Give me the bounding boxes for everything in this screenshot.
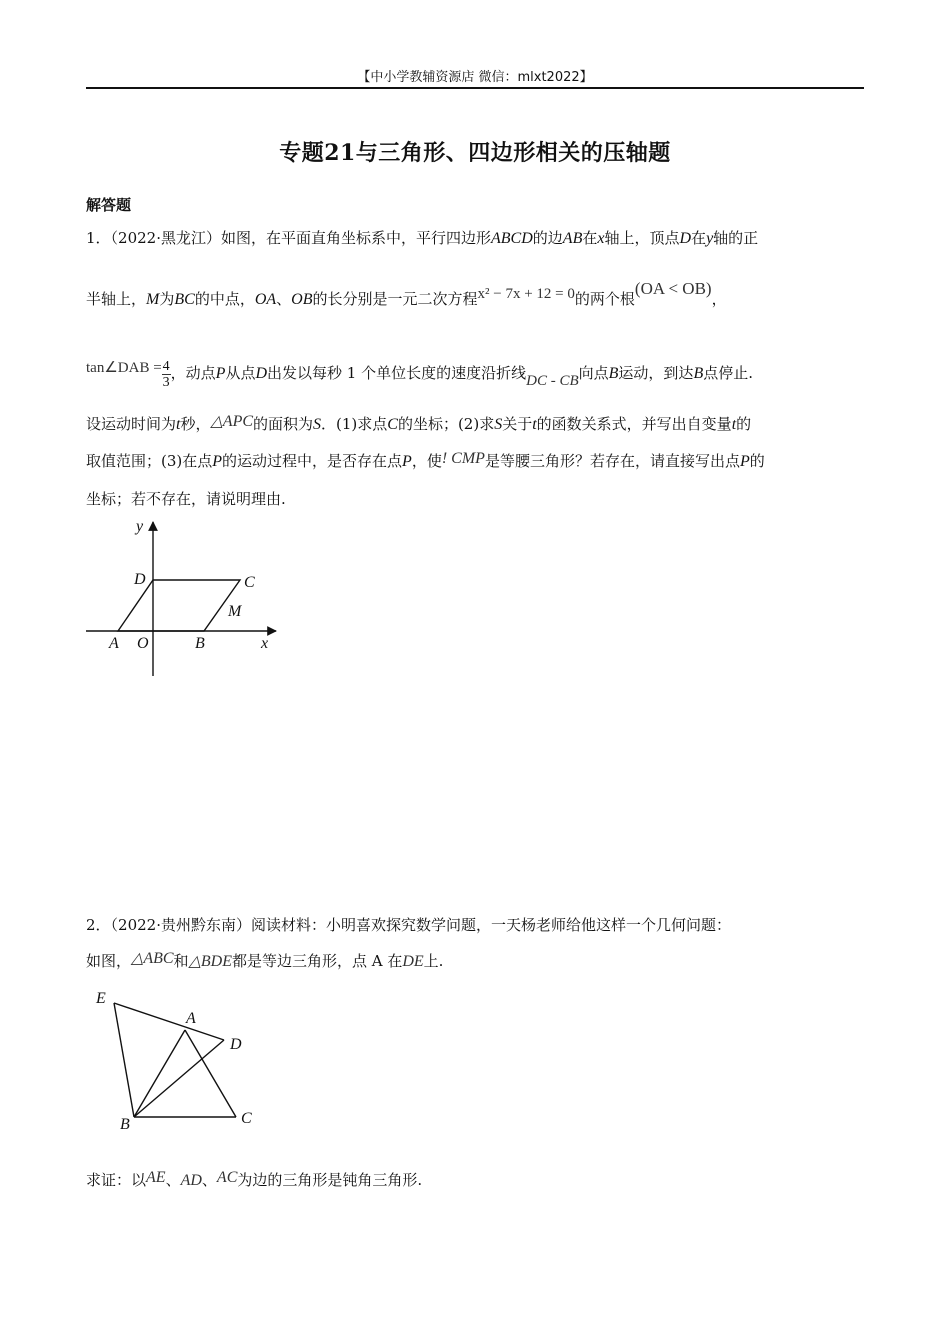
path-dc-cb: DC - CB: [526, 373, 579, 389]
math-c: C: [387, 416, 398, 433]
page-header: 【中小学教辅资源店 微信：mlxt2022】: [357, 70, 593, 85]
math-s: S: [313, 416, 322, 433]
q2-text: 上.: [423, 952, 444, 970]
q1-text: 半轴上，: [86, 290, 147, 308]
q1-text: ，: [711, 290, 727, 308]
fraction-numerator: 4: [162, 358, 170, 374]
label-e: E: [96, 990, 106, 1007]
q1-text: 1．（2022·黑龙江）如图，在平面直角坐标系中，平行四边形: [86, 229, 491, 247]
q1-text: 在: [582, 229, 598, 247]
q1-text: 轴的正: [713, 229, 759, 247]
q1-text: 出发以每秒 1 个单位长度的速度沿折线: [267, 364, 527, 382]
q1-text: 设运动时间为: [86, 415, 177, 433]
segment-eb: [114, 1003, 134, 1117]
q1-text: ，动点: [170, 364, 216, 382]
q1-text: 的两个根: [574, 290, 635, 308]
q1-line-1: [86, 228, 758, 249]
math-b: B: [608, 365, 619, 382]
segment-ae: AE: [146, 1169, 166, 1186]
q2-line-1: 2．（2022·贵州黔东南）阅读材料：小明喜欢探究数学问题，一天杨老师给他这样一个几何问题：: [86, 916, 731, 934]
math-x: x: [597, 230, 605, 247]
label-o: O: [137, 635, 149, 652]
q2-text: 如图，: [86, 952, 132, 970]
math-bc: BC: [174, 291, 195, 308]
q1-line-3: [86, 356, 753, 391]
math-b: B: [693, 365, 704, 382]
q1-text: ．(1)求点: [321, 415, 388, 433]
label-m: M: [228, 603, 242, 620]
math-d: D: [679, 230, 692, 247]
q1-text: 的: [749, 452, 765, 470]
q2-text: 、: [201, 1171, 217, 1189]
section-heading: 解答题: [86, 196, 132, 214]
q1-text: 为: [159, 290, 175, 308]
math-t: t: [532, 416, 537, 433]
math-s: S: [494, 416, 503, 433]
math-t: t: [176, 416, 181, 433]
q1-text: 的边: [532, 229, 563, 247]
q1-text: 的长分别是一元二次方程: [312, 290, 478, 308]
math-y: y: [706, 230, 714, 247]
q1-text: ，使: [411, 452, 442, 470]
math-t: t: [731, 416, 737, 433]
q1-line-5: [86, 451, 765, 472]
q2-text: 都是等边三角形，点 A 在: [231, 952, 403, 970]
q1-text: 的面积为: [253, 415, 314, 433]
q1-text: 、: [276, 290, 292, 308]
q1-text: 轴上，顶点: [604, 229, 680, 247]
triangle-apc: △APC: [210, 413, 254, 430]
q2-line-2: [86, 951, 443, 972]
q1-text: 的函数关系式，并写出自变量: [536, 415, 732, 433]
triangle-abc: △ABC: [131, 950, 174, 967]
q1-text: 运动，到达: [618, 364, 694, 382]
math-p: P: [215, 365, 226, 382]
triangle-cmp: ! CMP: [441, 450, 485, 467]
q2-text: 、: [165, 1171, 181, 1189]
math-m: M: [146, 291, 160, 308]
label-x: x: [261, 635, 269, 652]
q1-text: 的中点，: [194, 290, 255, 308]
q2-proof-line: [86, 1170, 422, 1191]
q1-text: 秒，: [180, 415, 211, 433]
label-a: A: [186, 1010, 196, 1027]
q1-text: 在: [691, 229, 707, 247]
segment-ac: AC: [216, 1169, 238, 1186]
math-abcd: ABCD: [491, 230, 533, 247]
triangle-bde: △BDE: [188, 953, 232, 970]
math-p: P: [212, 453, 223, 470]
q2-figure: [86, 984, 272, 1134]
label-d: D: [230, 1036, 242, 1053]
q2-text: 和: [173, 952, 189, 970]
q1-text: 向点: [578, 364, 609, 382]
math-p: P: [402, 453, 412, 470]
q1-text: 关于: [502, 415, 533, 433]
header-rule: [86, 87, 864, 89]
label-d: D: [134, 571, 146, 588]
q1-text: 的坐标；(2)求: [397, 415, 495, 433]
document-title: 专题21与三角形、四边形相关的压轴题: [279, 140, 671, 166]
q1-line-2: [86, 279, 727, 310]
segment-bd: [134, 1040, 224, 1117]
math-d: D: [255, 365, 268, 382]
fraction-denominator: 3: [162, 374, 170, 390]
segment-de: DE: [402, 953, 424, 970]
q1-text: 是等腰三角形？若存在，请直接写出点: [484, 452, 740, 470]
q1-line-4: [86, 414, 751, 435]
label-b: B: [195, 635, 205, 652]
q1-text: 的运动过程中，是否存在点: [222, 452, 403, 470]
segment-ed: [114, 1003, 224, 1040]
fraction-4-3: [162, 359, 171, 390]
label-a: A: [109, 635, 119, 652]
q2-text: 为边的三角形是钝角三角形.: [237, 1171, 423, 1189]
math-oa: OA: [254, 291, 277, 308]
label-c: C: [244, 574, 255, 591]
label-c: C: [241, 1110, 252, 1127]
q1-text: 取值范围；(3)在点: [86, 452, 213, 470]
math-p: P: [739, 453, 750, 470]
math-ab: AB: [562, 230, 583, 247]
segment-ad: AD: [180, 1172, 202, 1189]
q2-text: 求证：以: [86, 1171, 147, 1189]
q1-text: 的: [736, 415, 752, 433]
q1-text: 从点: [225, 364, 256, 382]
q1-figure: [80, 512, 290, 684]
q1-line-6: 坐标；若不存在，请说明理由.: [86, 490, 286, 508]
root-condition: (OA < OB): [634, 279, 712, 298]
math-ob: OB: [291, 291, 313, 308]
label-y: y: [136, 518, 144, 535]
segment-ba: [134, 1030, 185, 1117]
tan-expression: tan∠DAB =: [86, 360, 162, 376]
segment-ac: [185, 1030, 236, 1117]
label-b: B: [120, 1116, 130, 1133]
q1-text: 点停止.: [703, 364, 753, 382]
quadratic-equation: x² − 7x + 12 = 0: [477, 286, 575, 302]
